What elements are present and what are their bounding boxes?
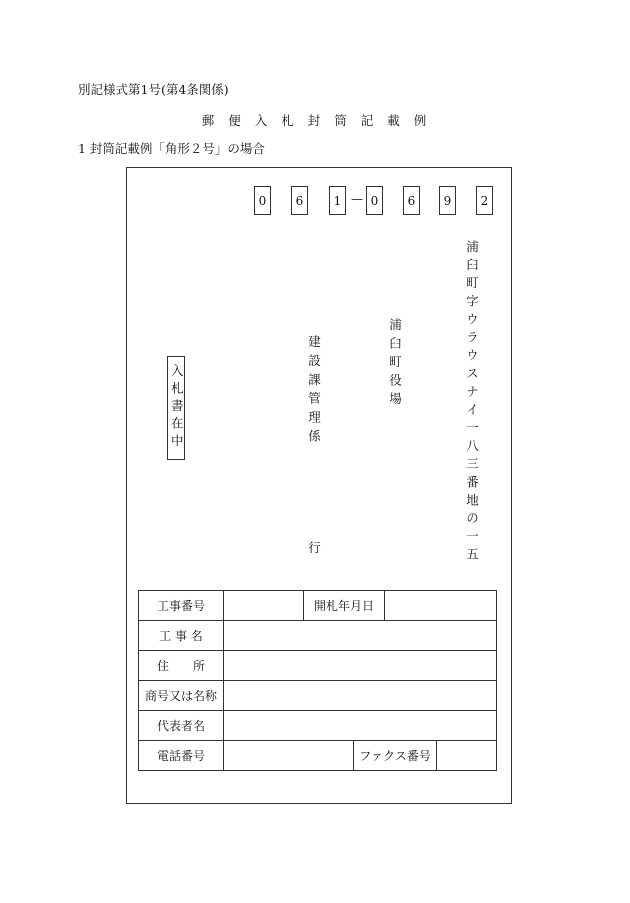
form-label: 別記様式第1号(第4条関係) xyxy=(78,82,229,97)
business-name-label: 商号又は名称 xyxy=(139,681,224,711)
opening-date-label: 開札年月日 xyxy=(304,591,385,621)
postal-dash: — xyxy=(351,192,363,206)
recipient-honorific: 行 xyxy=(306,541,322,554)
postal-digit-box: 6 xyxy=(291,186,308,215)
recipient-department: 建設課管理係 xyxy=(306,335,322,449)
section-heading: 1 封筒記載例「角形２号」の場合 xyxy=(78,141,265,156)
table-row xyxy=(139,711,497,741)
table-row xyxy=(139,651,497,681)
construction-no-label: 工事番号 xyxy=(139,591,224,621)
postal-digit-box: 2 xyxy=(476,186,493,215)
address-field xyxy=(224,651,497,681)
representative-label: 代表者名 xyxy=(139,711,224,741)
opening-date-field xyxy=(385,591,497,621)
recipient-address: 浦臼町字ウラウスナイ一八三番地の一五 xyxy=(464,240,480,566)
postal-digit-box: 9 xyxy=(439,186,456,215)
construction-name-field xyxy=(224,621,497,651)
postal-digit-box: 6 xyxy=(403,186,420,215)
table-row xyxy=(139,741,497,771)
table-row xyxy=(139,591,497,621)
table-row xyxy=(139,681,497,711)
bid-enclosed-stamp xyxy=(167,356,185,460)
bidder-info-table xyxy=(138,590,497,771)
fax-label: ファクス番号 xyxy=(354,741,437,771)
address-label: 住 所 xyxy=(139,651,224,681)
postal-digit-box: 1 xyxy=(329,186,346,215)
phone-label: 電話番号 xyxy=(139,741,224,771)
bid-enclosed-text: 入札書在中 xyxy=(169,364,185,452)
table-row xyxy=(139,621,497,651)
construction-name-label: 工 事 名 xyxy=(139,621,224,651)
recipient-organization: 浦臼町役場 xyxy=(387,318,403,411)
fax-field xyxy=(437,741,497,771)
construction-no-field xyxy=(224,591,304,621)
postal-digit-box: 0 xyxy=(366,186,383,215)
representative-field xyxy=(224,711,497,741)
postal-digit-box: 0 xyxy=(254,186,271,215)
document-title: 郵便入札封筒記載例 xyxy=(201,113,441,128)
phone-field xyxy=(224,741,354,771)
business-name-field xyxy=(224,681,497,711)
